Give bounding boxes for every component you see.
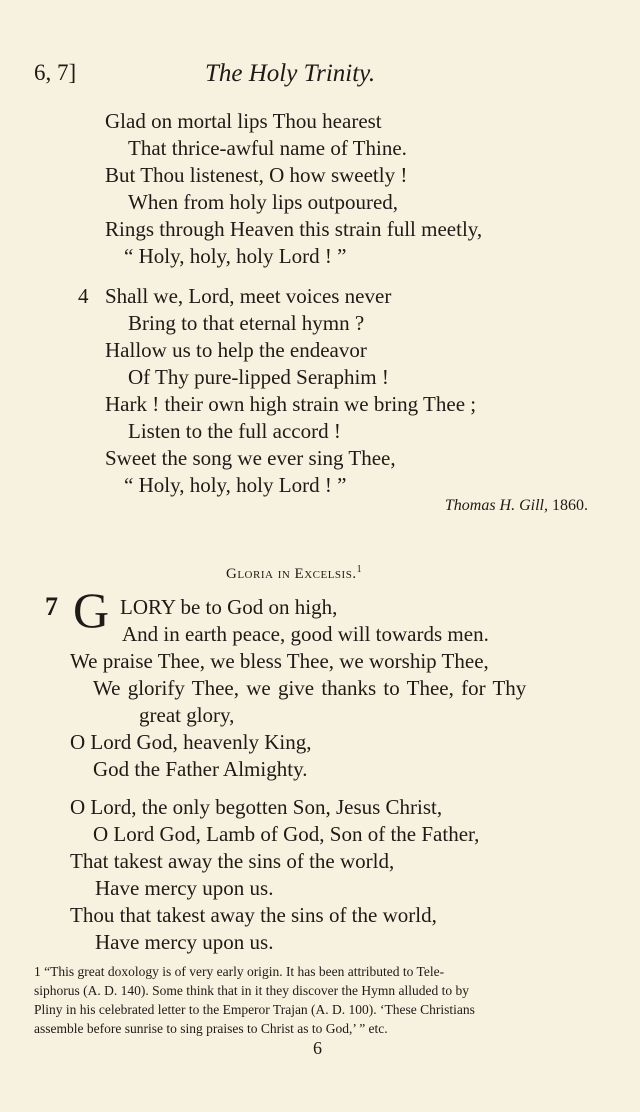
page-title: The Holy Trinity. bbox=[205, 60, 376, 87]
footnote-text-1: “This great doxology is of very early origin. It has been attributed to Tele- bbox=[44, 964, 445, 979]
stanza4-line-1: Shall we, Lord, meet voices never bbox=[105, 284, 392, 308]
hymn7-line-13: Have mercy upon us. bbox=[95, 930, 274, 954]
hymn7-line-7: God the Father Almighty. bbox=[93, 757, 308, 781]
hymn7-line-10: That takest away the sins of the world, bbox=[70, 849, 395, 873]
stanza4-line-5: Hark ! their own high strain we bring Thee ; bbox=[105, 392, 477, 416]
hymn7-line-4: We glorify Thee, we give thanks to Thee, for Thy bbox=[93, 676, 527, 700]
verse-number: 4 bbox=[78, 284, 89, 308]
stanza4-line-2: Bring to that eternal hymn ? bbox=[128, 311, 365, 335]
hymn7-line-5: great glory, bbox=[139, 703, 235, 727]
hymn-number: 7 bbox=[45, 592, 58, 621]
page-number: 6 bbox=[313, 1038, 322, 1058]
stanza3-line-4: When from holy lips outpoured, bbox=[128, 190, 399, 214]
hymn7-line-11: Have mercy upon us. bbox=[95, 876, 274, 900]
stanza4-line-8: “ Holy, holy, holy Lord ! ” bbox=[124, 473, 347, 497]
stanza4-line-4: Of Thy pure-lipped Seraphim ! bbox=[128, 365, 389, 389]
hymn7-line-9: O Lord God, Lamb of God, Son of the Father, bbox=[93, 822, 480, 846]
attribution bbox=[445, 497, 588, 515]
stanza3-line-1: Glad on mortal lips Thou hearest bbox=[105, 109, 382, 133]
stanza3-line-6: “ Holy, holy, holy Lord ! ” bbox=[124, 244, 347, 268]
stanza4-line-7: Sweet the song we ever sing Thee, bbox=[105, 446, 396, 470]
footnote-line-1 bbox=[34, 962, 609, 981]
hymn-heading bbox=[226, 564, 362, 583]
footnote-line-2: siphorus (A. D. 140). Some think that in it they discover the Hymn alluded to by bbox=[34, 983, 469, 998]
hymn7-line-2: And in earth peace, good will towards men. bbox=[122, 622, 489, 646]
footnote-line-3: Pliny in his celebrated letter to the Emperor Trajan (A. D. 100). ‘These Christians bbox=[34, 1002, 475, 1017]
footnote-marker: 1 bbox=[34, 964, 41, 979]
stanza3-line-5: Rings through Heaven this strain full meetly, bbox=[105, 217, 483, 241]
hymn7-line-1: LORY be to God on high, bbox=[120, 595, 338, 619]
hymn-heading-text: Gloria in Excelsis. bbox=[226, 566, 357, 582]
author-name: Thomas H. Gill, bbox=[444, 497, 548, 514]
footnote-reference: 1 bbox=[356, 564, 363, 575]
attribution-year: 1860. bbox=[552, 497, 588, 514]
stanza3-line-3: But Thou listenest, O how sweetly ! bbox=[105, 163, 408, 187]
stanza3-line-2: That thrice-awful name of Thine. bbox=[128, 136, 407, 160]
hymn7-line-12: Thou that takest away the sins of the world, bbox=[70, 903, 437, 927]
hymn7-line-6: O Lord God, heavenly King, bbox=[70, 730, 312, 754]
footnote-line-4: assemble before sunrise to sing praises to Christ as to God,’ ” etc. bbox=[34, 1021, 388, 1036]
hymn-range: 6, 7] bbox=[34, 60, 77, 85]
stanza4-line-6: Listen to the full accord ! bbox=[128, 419, 341, 443]
stanza4-line-3: Hallow us to help the endeavor bbox=[105, 338, 367, 362]
drop-cap: G bbox=[73, 582, 110, 638]
hymn7-line-8: O Lord, the only begotten Son, Jesus Christ, bbox=[70, 795, 443, 819]
hymn7-line-3: We praise Thee, we bless Thee, we worship Thee, bbox=[70, 649, 489, 673]
